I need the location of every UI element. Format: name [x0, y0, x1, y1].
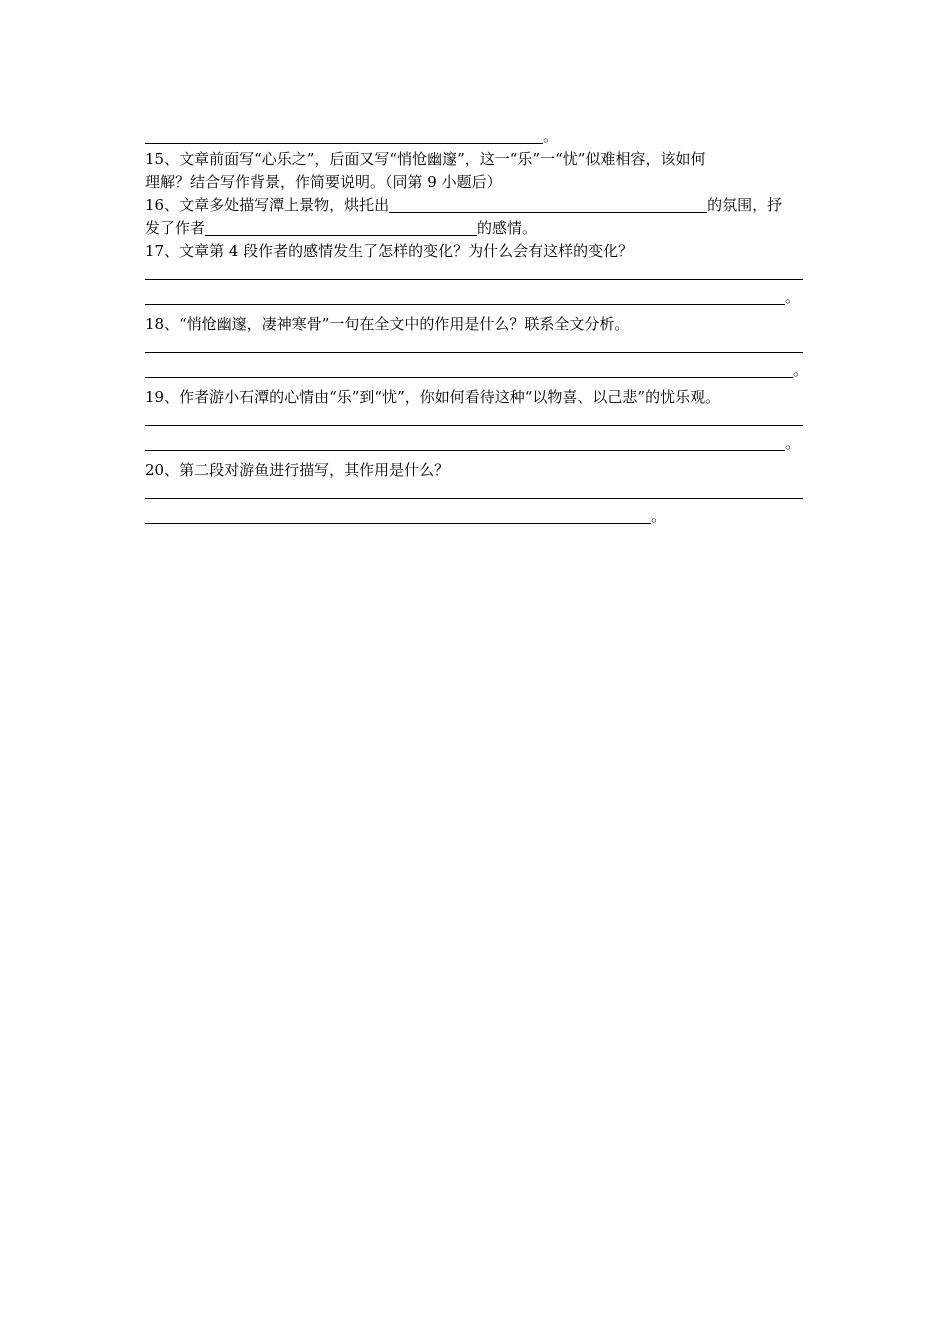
q19-answer-line-1: [145, 409, 807, 432]
q16-text-b: 的氛围，抒: [707, 196, 783, 214]
q20-answer-line-1: [145, 482, 807, 505]
q15-question-text: 15、文章前面写“心乐之”，后面又写“悄怆幽邃”，这一“乐”一“忧”似难相容，该如何: [145, 150, 706, 168]
q20-question: [145, 459, 807, 482]
q14-answer-line: [145, 125, 807, 148]
answer-blank[interactable]: [145, 507, 651, 524]
q19-question-text: 19、作者游小石潭的心情由“乐”到“忧”，你如何看待这种“以物喜、以己悲”的忧乐观。: [145, 388, 721, 406]
q15-line-2: [145, 171, 807, 194]
q16-text-c: 发了作者: [145, 219, 206, 237]
worksheet-page: [145, 125, 807, 528]
q17-question: [145, 240, 807, 263]
period: 。: [785, 288, 801, 306]
q16-blank-atmosphere[interactable]: [389, 196, 707, 213]
q16-text-a: 16、文章多处描写潭上景物，烘托出: [145, 196, 390, 214]
period: 。: [793, 361, 809, 379]
period: 。: [543, 127, 559, 145]
period: 。: [785, 434, 801, 452]
answer-blank[interactable]: [145, 434, 785, 451]
q16-line-2: [145, 217, 807, 240]
answer-blank[interactable]: [145, 336, 803, 353]
q20-answer-line-2: [145, 505, 807, 528]
q19-question: [145, 386, 807, 409]
q18-answer-line-2: [145, 359, 807, 382]
q17-answer-line-2: [145, 286, 807, 309]
q16-line-1: [145, 194, 807, 217]
answer-blank[interactable]: [145, 409, 803, 426]
answer-blank[interactable]: [145, 482, 803, 499]
q20-question-text: 20、第二段对游鱼进行描写，其作用是什么？: [145, 461, 450, 479]
q16-blank-feeling[interactable]: [205, 219, 477, 236]
q18-question-text: 18、“悄怆幽邃，凄神寒骨”一句在全文中的作用是什么？联系全文分析。: [145, 315, 630, 333]
answer-blank[interactable]: [145, 361, 793, 378]
period: 。: [651, 507, 667, 525]
answer-blank[interactable]: [145, 288, 785, 305]
q18-question: [145, 313, 807, 336]
q15-line-1: [145, 148, 807, 171]
q18-answer-line-1: [145, 336, 807, 359]
answer-blank[interactable]: [145, 127, 543, 144]
q17-answer-line-1: [145, 263, 807, 286]
answer-blank[interactable]: [145, 263, 803, 280]
q17-question-text: 17、文章第 4 段作者的感情发生了怎样的变化？为什么会有这样的变化？: [145, 242, 634, 260]
q15-question-text-cont: 理解？结合写作背景，作简要说明。（同第 9 小题后）: [145, 173, 502, 191]
q19-answer-line-2: [145, 432, 807, 455]
q16-text-d: 的感情。: [477, 219, 538, 237]
